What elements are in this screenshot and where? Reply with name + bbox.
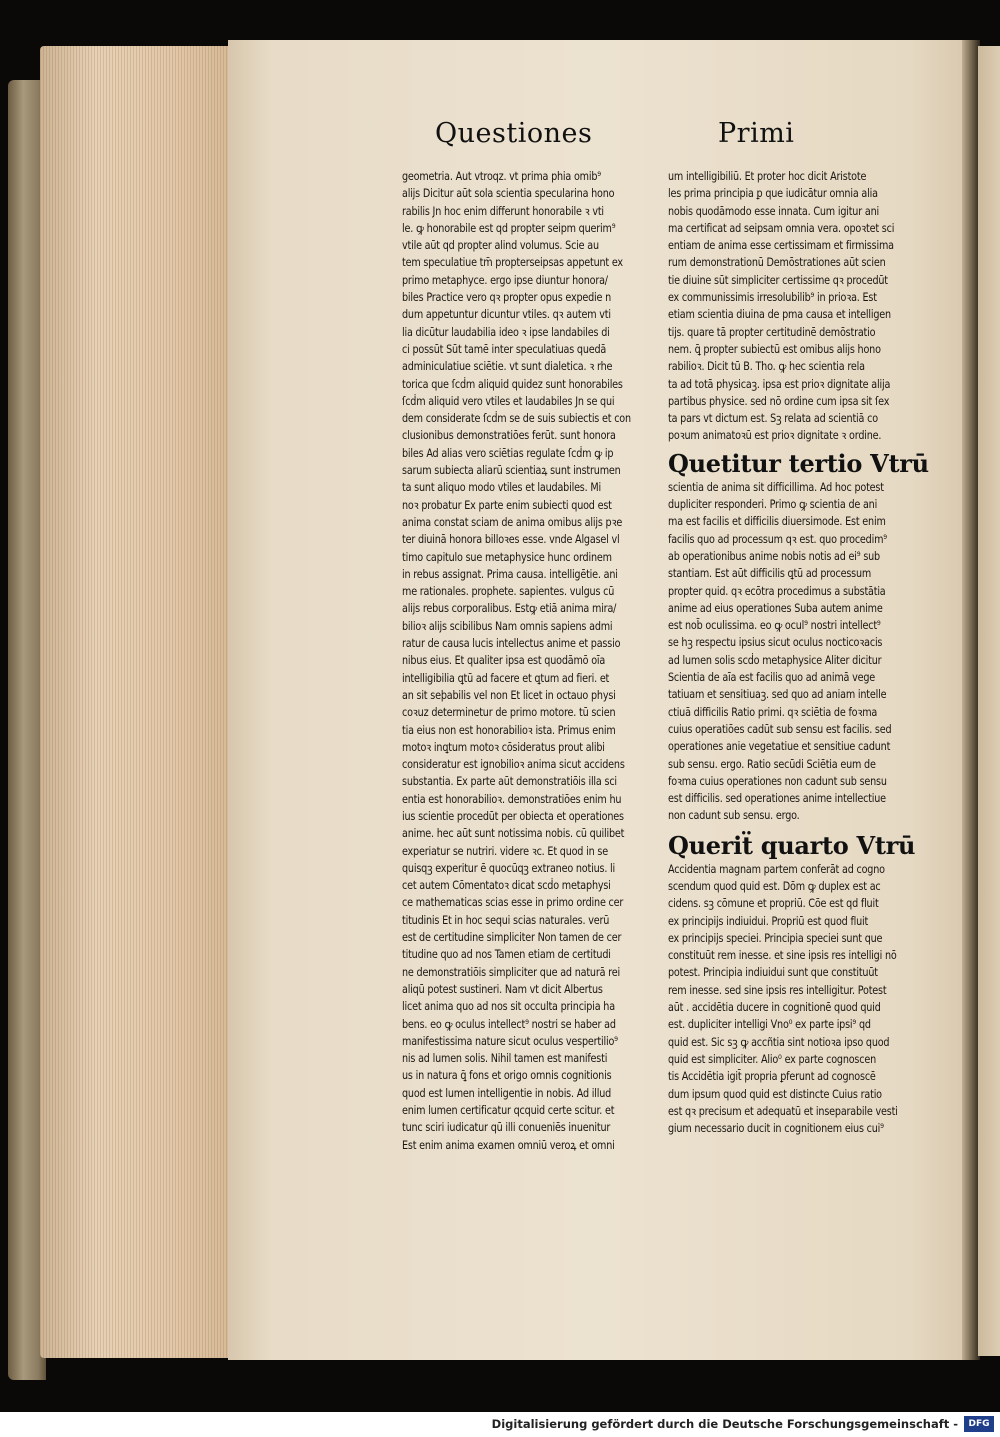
text-line: ſcḋm aliquid vero vtiles et laudabiles Jn se qui [402, 393, 615, 408]
text-line: cuius operatiōes cadūt sub sensu est facilis. sed [668, 721, 892, 736]
text-line: ex communissimis irresolubilib⁹ in prioꝛa. Est [668, 290, 877, 305]
text-line: anime. hec aūt sunt notissima nobis. cū quilibet [402, 826, 625, 841]
text-line: nem. ꝗ̄ propter subiectū est omibus alijs hono [668, 341, 881, 356]
text-line: ex principijs indiuidui. Propriū est quod fluit [668, 913, 869, 928]
text-line: ta ad totā physicaꝫ. ipsa est prioꝛ dignitate alija [668, 376, 891, 391]
text-line: est qꝛ precisum et adequatū et inseparabile vesti [668, 1103, 898, 1118]
text-line: entiam de anima esse certissimam et firmissima [668, 238, 894, 253]
text-line: ci possūt Sūt tamē inter speculatiuas quedā [402, 341, 607, 356]
text-line: noꝛ probatur Ex parte enim subiecti quod est [402, 497, 612, 512]
text-line: foꝛma cuius operationes non cadunt sub sensu [668, 773, 887, 788]
text-line: titudinis Et in hoc sequi scias naturales. verū [402, 912, 610, 927]
text-line: bilioꝛ alijs scibilibus Nam omnis sapiens admi [402, 618, 613, 633]
text-line: tunc sciri iudicatur qū illi conueniēs inuenitur [402, 1120, 611, 1135]
text-line: ma est facilis et difficilis diuersimode. Est enim [668, 514, 886, 529]
text-line: partibus physice. sed nō ordine cum ipsa sit ſex [668, 393, 890, 408]
text-line: ce mathematicas scias esse in primo ordine cer [402, 895, 624, 910]
text-line: rum demonstrationū Demōstrationes aūt scien [668, 255, 886, 270]
text-line: us in natura ꝗ̄ fons et origo omnis cognitionis [402, 1068, 612, 1083]
text-line: me rationales. prophete. sapientes. vulgus cū [402, 584, 615, 599]
text-line: est de certitudine simpliciter Non tamen de cer [402, 930, 622, 945]
text-line: consideratur est ignobilioꝛ anima sicut accidens [402, 757, 625, 772]
text-column-left [402, 168, 654, 1154]
text-line: rabilis Jn hoc enim differunt honorabile ꝛ vti [402, 203, 604, 218]
text-line: nobis quodāmodo esse innata. Cum igitur ani [668, 203, 879, 218]
funding-credit: Digitalisierung gefördert durch die Deutsche Forschungsgemeinschaft - [491, 1417, 958, 1431]
text-line: experiatur se nutriri. videre ꝛc. Et quod in se [402, 843, 608, 858]
text-line: est nob̄ oculissima. eo ꝙ ocul⁹ nostri intellect⁹ [668, 618, 881, 633]
text-line: titudine quo ad nos Tamen etiam de certitudi [402, 947, 611, 962]
text-line: operationes anie vegetatiue et sensitiue cadunt [668, 739, 891, 754]
text-line: Accidentia magnam partem conferāt ad cogno [668, 861, 885, 876]
text-line: biles Ad alias vero sciētias regulate ſcḋm ꝙ ip [402, 445, 614, 460]
text-line: alijs rebus corporalibus. Estꝙ etiā anima mira/ [402, 601, 617, 616]
page-block-edge [40, 46, 228, 1358]
text-line: est difficilis. sed operationes anime intellectiue [668, 791, 886, 806]
paragraph-3 [668, 861, 920, 1138]
text-line: ratur de causa lucis intellectus anime et passio [402, 636, 621, 651]
text-line: dum ipsum quod quid est distincte Cuius ratio [668, 1086, 882, 1101]
text-line: tatiuam et sensitiuaꝫ. sed quo ad aniam intelle [668, 687, 887, 702]
text-line: ta sunt aliquo modo vtiles et laudabiles. Mi [402, 480, 601, 495]
text-line: quisqꝫ experitur ē quocūqꝫ extraneo notius. li [402, 860, 616, 875]
text-line: anime ad eius operationes Suba autem anime [668, 600, 883, 615]
text-line: clusionibus demonstratiōes ferūt. sunt honora [402, 428, 616, 443]
text-line: dem considerate ſcḋm se de suis subiectis et con [402, 411, 631, 426]
text-line: gium necessario ducit in cognitionem eius cui⁹ [668, 1121, 884, 1136]
text-line: dupliciter responderi. Primo ꝙ scientia de ani [668, 497, 878, 512]
paragraph-2 [668, 479, 920, 825]
text-line: Scientia de aīa est facilis quo ad animā vege [668, 670, 875, 685]
text-column-right [668, 168, 929, 1137]
text-line: rem inesse. sed sine ipsis res intelligitur. Potest [668, 982, 887, 997]
text-line: potest. Principia indiuidui sunt que constituūt [668, 965, 878, 980]
text-line: sarum subiecta aliarū scientiaꝝ sunt instrumen [402, 463, 621, 478]
text-line: constituūt rem inesse. et sine ipsis res intelligi nō [668, 948, 897, 963]
facing-page-edge [978, 46, 1000, 1356]
text-line: um intelligibiliū. Et proter hoc dicit Aristote [668, 169, 867, 183]
text-line: non cadunt sub sensu. ergo. [668, 808, 800, 823]
dfg-logo: DFG [964, 1416, 994, 1432]
text-line: stantiam. Est aūt difficilis ꝗtū ad processum [668, 566, 872, 581]
text-line: les prima principia ꝑ que iudicātur omnia alia [668, 186, 878, 201]
text-line: dum appetuntur dicuntur vtiles. qꝛ autem vti [402, 307, 611, 322]
text-line: quid est. Sic sꝫ ꝙ accñtia sint notioꝛa ipso quod [668, 1034, 890, 1049]
text-line: tis Accidētia igit̄ propria ꝑferunt ad cognoscē [668, 1069, 876, 1084]
paragraph-1 [668, 168, 920, 445]
text-line: ius scientie procedūt per obiecta et operationes [402, 808, 624, 823]
text-line: intelligibilia ꝗtū ad facere et ꝗtum ad fieri. et [402, 670, 610, 685]
text-line: facilis quo ad processum qꝛ est. quo procedim⁹ [668, 531, 887, 546]
text-line: quid est simpliciter. Alio⁰ ex parte cognoscen [668, 1051, 877, 1066]
text-line: poꝛum animatoꝛū est prioꝛ dignitate ꝛ ordine. [668, 428, 882, 443]
text-line: ex principijs speciei. Principia speciei sunt que [668, 930, 883, 945]
text-line: ad lumen solis scḋo metaphysice Aliter dicitur [668, 652, 882, 667]
text-line: aūt . accidētia ducere in cognitionē quod quid [668, 1000, 881, 1015]
text-line: ne demonstratiōis simpliciter que ad naturā rei [402, 964, 620, 979]
running-head-left: Questiones [435, 118, 593, 149]
text-line: entia est honorabilioꝛ. demonstratiōes enim hu [402, 791, 622, 806]
running-head-right: Primi [718, 118, 795, 149]
text-line: se hꝫ respectu ipsius sicut oculus nocticoꝛacis [668, 635, 883, 650]
text-line: rabilioꝛ. Dicit tū B. Tho. ꝙ hec scientia rela [668, 359, 865, 374]
text-line: manifestissima nature sicut oculus vespertilio⁹ [402, 1033, 618, 1048]
text-line: vtile aūt qd propter alind volumus. Scie au [402, 238, 599, 253]
text-line: ctiuā difficilis Ratio primi. qꝛ sciētia de foꝛma [668, 704, 878, 719]
text-line: scientia de anima sit difficillima. Ad hoc potest [668, 479, 884, 494]
text-line: propter quid. qꝛ ecōtra procedimus a substātia [668, 583, 886, 598]
text-line: torica que ſcḋm aliquid quidez sunt honorabiles [402, 376, 623, 391]
text-line: nibus eius. Et qualiter ipsa est quodāmō oīa [402, 653, 606, 668]
text-line: primo metaphyce. ergo ipse diuntur honora/ [402, 272, 608, 287]
footer-bar [0, 1412, 1000, 1437]
text-line: biles Practice vero qꝛ propter opus expedie n [402, 290, 612, 305]
text-line: alijs Dicitur aūt sola scientia specularina hono [402, 186, 615, 201]
text-line: ter diuinā honora billoꝛes esse. vnde Algasel vl [402, 532, 620, 547]
text-line: in rebus assignat. Prima causa. intelligētie. ani [402, 566, 618, 581]
text-line: scendum quod quid est. Dōm ꝙ duplex est ac [668, 878, 881, 893]
text-line: tia eius non est honorabilioꝛ ista. Primus enim [402, 722, 616, 737]
text-line: ab operationibus anime nobis notis ad ei⁹ sub [668, 548, 880, 563]
text-line: nis ad lumen solis. Nihil tamen est manifesti [402, 1051, 608, 1066]
text-line: anima constat sciam de anima omibus alijs pꝛe [402, 514, 623, 529]
text-line: quod est lumen intelligentie in nobis. Ad illud [402, 1085, 612, 1100]
text-line: substantia. Ex parte aūt demonstratiōis illa sci [402, 774, 617, 789]
text-line: etiam scientia diuina de pma causa et intelligen [668, 307, 891, 322]
text-line: an sit seþabilis vel non Et licet in octauo physi [402, 687, 616, 702]
text-line: aliqū potest sustineri. Nam vt dicit Albertus [402, 981, 603, 996]
text-line: est. dupliciter intelligi Vno⁰ ex parte ipsi⁹ qd [668, 1017, 871, 1032]
text-line: tijs. quare tā propter certitudinē demōstratio [668, 324, 876, 339]
text-line: tem speculatiue tm̄ propterseipsas appetunt ex [402, 255, 623, 270]
text-line: cidens. sꝫ cōmune et propriū. Cōe est qd fluit [668, 896, 879, 911]
text-line: ma certificat ad seipsam omnia vera. opoꝛtet sci [668, 220, 895, 235]
text-line: geometria. Aut vtroqz. vt prima phia omib⁹ [402, 169, 601, 183]
text-line: le. ꝙ honorabile est qd propter seipm querim⁹ [402, 220, 616, 235]
text-line: tie diuine sūt simpliciter certissime qꝛ procedūt [668, 272, 888, 287]
question-heading-tertio: Quetitur tertio Vtrū [668, 448, 929, 478]
text-line: ta pars vt dictum est. Sꝫ relata ad scientiā co [668, 411, 878, 426]
text-line: licet anima quo ad nos sit occulta principia ha [402, 999, 615, 1014]
text-line: motoꝛ inꝗtum motoꝛ cōsideratus prout alibi [402, 739, 605, 754]
text-line: Est enim anima examen omniū veroꝝ et omni [402, 1137, 615, 1152]
text-line: enim lumen certificatur qcquid certe scitur. et [402, 1103, 615, 1118]
text-line: cet autem Cōmentatoꝛ dicat scḋo metaphysi [402, 878, 611, 893]
text-line: adminiculatiue sciētie. vt sunt dialetica. ꝛ rhe [402, 359, 613, 374]
text-line: sub sensu. ergo. Ratio secūdi Sciētia eum de [668, 756, 876, 771]
text-line: timo capitulo sue metaphysice hunc ordinem [402, 549, 612, 564]
text-line: coꝛuz determinetur de primo motore. tū scien [402, 705, 616, 720]
text-line: lia dicūtur laudabilia ideo ꝛ ipse landabiles di [402, 324, 610, 339]
text-line: bens. eo ꝙ oculus intellect⁹ nostri se haber ad [402, 1016, 616, 1031]
question-heading-quarto: Queriẗ quarto Vtrū [668, 830, 916, 860]
